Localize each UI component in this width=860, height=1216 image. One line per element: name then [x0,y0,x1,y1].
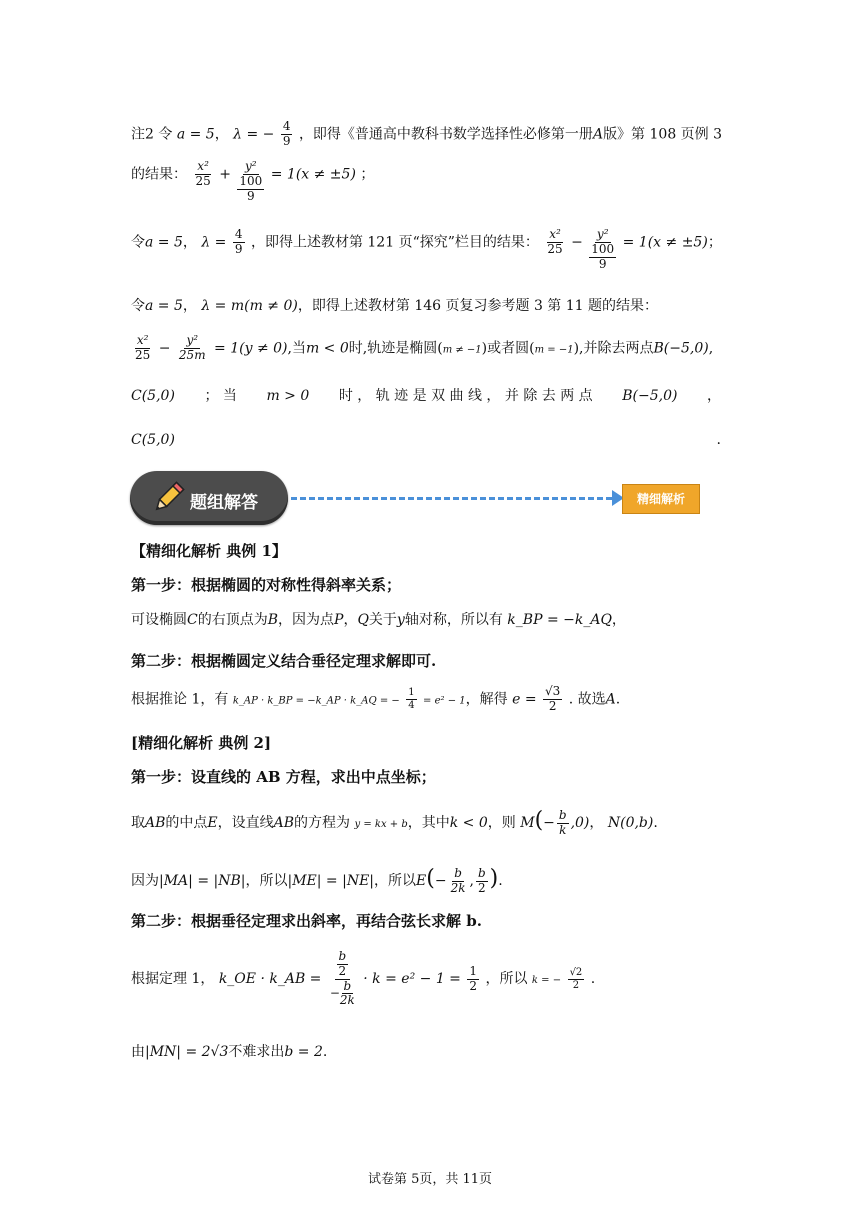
frac-den: 4 [408,699,415,711]
text: 因为 [131,873,159,889]
frac-num: √3 [545,684,561,698]
text: ，设直线 [217,815,274,831]
paren-left: ( [426,866,435,891]
text: ,当 [287,340,306,357]
math-m: m = −1 [534,344,574,356]
math-e: e = [512,691,537,708]
minus-sign: − [329,985,340,1000]
frac-den: k [559,822,567,837]
text: . [590,971,596,988]
fraction [237,160,264,203]
text: ，因为点 [278,612,335,628]
fraction [543,685,562,714]
text: ， [707,388,721,404]
frac-num: b [477,865,486,880]
frac-num: b [338,949,347,963]
text: , [708,340,714,357]
text: ，其中 [407,815,450,831]
line6 [131,388,721,405]
frac-den: 25 [195,173,211,188]
paren-left: ( [534,808,544,833]
sec1-step1: 第一步：根据椭圆的对称性得斜率关系； [131,576,402,594]
text: . [653,815,658,831]
math-var: y [396,612,405,628]
text: 的结果： [131,166,187,183]
sec2-text1 [131,808,658,837]
text: . 故选 [568,691,606,708]
fraction [589,228,616,271]
sec2-step2: 第二步：根据垂径定理求出斜率，再结合弦长求解 b. [131,912,482,930]
math-a: a = 5 [145,234,183,251]
line4 [131,298,658,315]
math-formula: y = kx + b [354,819,408,830]
text: ，即得上述教材第 146 页复习参考题 3 第 11 题的结果： [297,298,659,314]
frac-den: 100 [591,241,615,256]
sec1-text1 [131,612,626,629]
text: . [498,873,503,889]
fraction [193,160,212,189]
text: 不难求出 [228,1044,285,1060]
frac-num: 4 [282,119,291,133]
math-eq: = 1(y ≠ 0) [214,340,288,357]
text: 注2 令 [131,126,173,143]
frac-den: 25m [178,347,206,362]
text: + [219,166,231,183]
math-var: AB [145,815,166,831]
line5 [131,334,713,363]
fraction [340,980,355,1009]
text: 时,轨迹是椭圆( [348,340,443,357]
fraction [467,965,479,994]
math-formula: b = 2 [284,1044,323,1060]
dashed-arrow-line [291,497,621,500]
frac-den: 25 [135,347,151,362]
line3 [131,228,722,271]
math-tail: ,0) [570,815,590,831]
text: ，所以 [485,971,528,988]
text: 的右顶点为 [197,612,268,628]
frac-den: 2k [339,993,355,1008]
math-var: B [267,612,279,628]
sec1-text2 [131,685,620,714]
sec2-text2 [131,866,503,895]
text: ， [214,126,229,143]
text: ，所以 [245,873,288,889]
text: ，即得上述教材第 121 页“探究”栏目的结果： [250,234,539,251]
frac-den: 2k [450,880,466,895]
text: ， [182,298,197,314]
frac-den: 2 [469,978,478,993]
math-var: AB [273,815,295,831]
sec2-step1: 第一步：设直线的 AB 方程，求出中点坐标； [131,768,436,786]
sec2-text3 [131,950,595,1008]
math-point: E [416,873,427,889]
text: ； [360,166,375,183]
text: ， [589,815,604,831]
math-formula: k_OE · k_AB = [218,971,322,988]
frac-num: x² [549,227,561,241]
frac-den: 9 [282,133,291,148]
math-var: P [334,612,344,628]
frac-num: x² [136,333,149,347]
math-lambda: λ = − [233,126,275,143]
page-footer: 试卷第 5页，共 11页 [367,1172,493,1187]
math-eq: = 1(x ≠ ±5) [622,234,708,251]
math-var: C [187,612,198,628]
text: 的方程为 [294,815,351,831]
math-k: k < 0 [449,815,488,831]
frac-num: √2 [569,967,583,979]
banner-tag: 精细解析 [622,484,700,514]
math-formula: k_AP · k_BP = −k_AP · k_AQ = − [232,695,400,707]
text: ，即得《普通高中教科书数学选择性必修第一册 [298,126,593,143]
paren-right: ) [489,866,499,891]
math-point: M [520,815,535,831]
frac-den: 9 [598,256,607,271]
frac-den: 9 [234,241,243,256]
frac-den: 100 [239,173,263,188]
math-k: k = − [531,975,562,987]
math-m: m ≠ −1 [442,344,482,356]
text: 版》第 108 页例 3 [603,126,723,143]
frac-den: 9 [247,188,255,203]
frac-num [335,950,351,980]
text: ； [707,234,722,251]
math-point: C(5,0) [131,432,175,448]
fraction [406,687,416,711]
minus-sign: − [434,873,447,889]
fraction [328,950,357,1008]
math-formula: k_BP = −k_AQ [507,612,612,628]
math-a: a = 5 [145,298,183,314]
text: 轴对称，所以有 [404,612,503,628]
frac-den: 25 [547,241,563,256]
text: ，解得 [465,691,508,708]
math-point: C(5,0) [131,388,175,404]
frac-den: 2 [548,698,557,713]
text: 取 [131,815,145,831]
text: 根据定理 1， [131,971,215,988]
text: . [716,432,721,448]
fraction [476,867,488,896]
fraction [233,228,245,257]
text: ， [182,234,197,251]
math-A: A [592,126,604,143]
text: ，则 [487,815,516,831]
sec1-heading: 【精细化解析 典例 1】 [131,542,287,560]
math-eq: = 1(x ≠ ±5) [270,166,356,183]
math-point: B(−5,0) [653,340,709,357]
frac-num: x² [197,159,209,173]
frac-num: y² [245,159,257,173]
fraction [177,334,208,363]
frac-num: b [454,865,462,880]
frac-num: y² [186,333,199,347]
frac-num: b [558,807,567,822]
frac-den: 2 [572,979,580,991]
math-formula: = e² − 1 [423,695,466,707]
sec2-text4 [131,1044,327,1061]
text: 根据推论 1，有 [131,691,229,708]
text: ),并除去两点 [573,340,654,357]
text: 由 [131,1044,145,1060]
text: − [571,234,583,251]
text: − [158,340,171,357]
frac-den: 2 [477,880,486,895]
note2-line [131,120,722,149]
math-formula: |MN| = 2√3 [145,1044,229,1060]
minus-sign: − [543,815,555,831]
fraction [568,967,585,991]
text: . [615,691,621,708]
frac-num: 4 [234,227,243,241]
text: ， [611,612,626,628]
math-lambda: λ = m(m ≠ 0) [201,298,298,314]
text: )或者圆( [481,340,535,357]
text: 令 [131,298,145,314]
frac-num: 1 [469,963,478,978]
fraction [557,809,569,838]
frac-num: y² [596,227,609,241]
result1-line [131,160,374,203]
math-formula: · k = e² − 1 = [363,971,461,988]
frac-num: 1 [408,687,415,699]
sec1-step2: 第二步：根据椭圆定义结合垂径定理求解即可. [131,652,437,670]
text: ， [343,612,358,628]
text: 关于 [368,612,397,628]
text: 令 [131,234,145,251]
math-lambda: λ = [201,234,227,251]
text: 时 ， 轨 迹 是 双 曲 线 ， 并 除 去 两 点 [338,388,593,404]
fraction [545,228,564,257]
math-point: B(−5,0) [622,388,678,404]
frac-num: b [343,978,352,993]
fraction [133,334,152,363]
math-m: m > 0 [266,388,310,404]
math-formula: |MA| = |NB| [159,873,246,889]
sec2-heading: [精细化解析 典例 2] [131,734,272,752]
frac-den [328,980,357,1009]
text: 可设椭圆 [131,612,187,628]
math-var: A [605,691,616,708]
banner-title: 题组解答 [190,493,258,513]
pencil-icon [148,478,188,518]
line7 [131,432,721,449]
math-formula: |ME| = |NE| [287,873,375,889]
math-m: m < 0 [305,340,349,357]
math-var: E [207,815,218,831]
text: 的中点 [165,815,208,831]
fraction [281,120,293,149]
math-var: Q [357,612,369,628]
text: ； 当 [204,388,237,404]
text: . [322,1044,328,1060]
comma: , [469,873,474,889]
fraction [449,867,468,896]
math-point: N(0,b) [607,815,654,831]
frac-den: 2 [338,963,347,978]
text: ，所以 [374,873,417,889]
math-a: a = 5 [176,126,215,143]
